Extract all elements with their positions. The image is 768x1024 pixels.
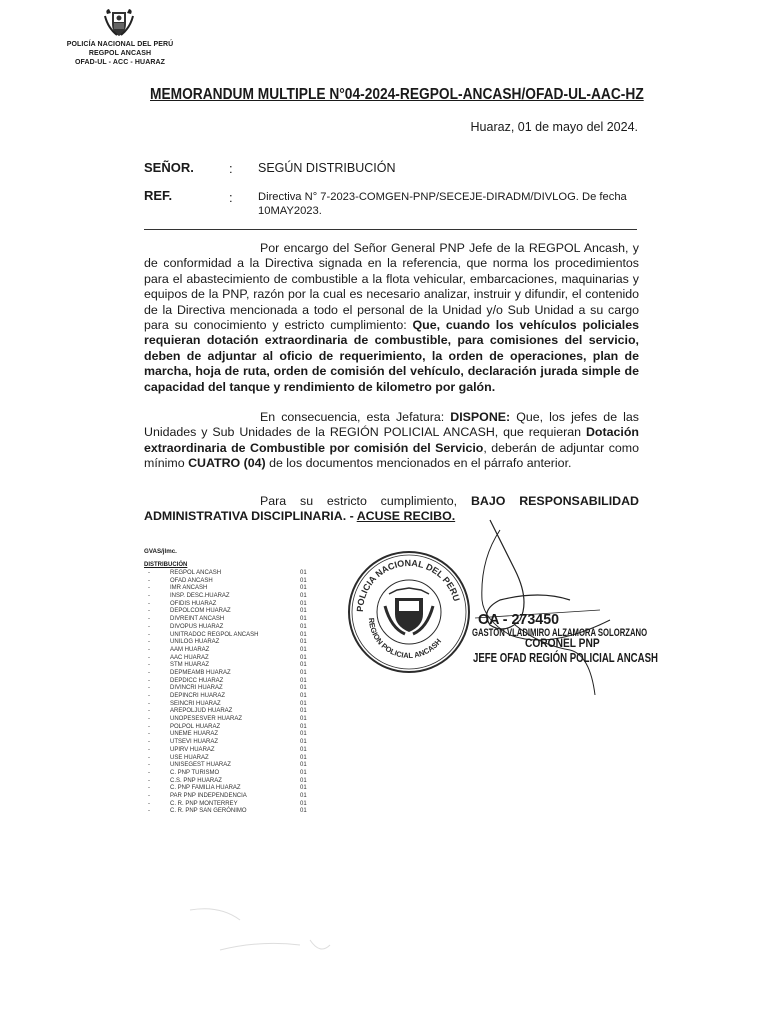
distribution-unit: C. R. PNP MONTERREY xyxy=(170,800,238,807)
distribution-dash: - xyxy=(148,716,150,723)
distribution-unit: OFIDIS HUARAZ xyxy=(170,600,217,607)
ref-label: REF. xyxy=(144,188,173,203)
senor-value: SEGÚN DISTRIBUCIÓN xyxy=(258,161,396,175)
p2-bold-d: Dotación extraordinaria de Combustible por comisión del Servicio xyxy=(144,425,639,455)
distribution-count: 01 xyxy=(300,777,307,784)
distribution-row xyxy=(144,678,324,686)
distribution-count: 01 xyxy=(300,693,307,699)
distribution-count: 01 xyxy=(300,723,307,730)
distribution-row xyxy=(144,632,324,640)
distribution-count: 01 xyxy=(300,639,307,646)
distribution-unit: PAR PNP INDEPENDENCIA xyxy=(170,792,247,799)
distribution-unit: C. PNP TURISMO xyxy=(170,769,220,776)
distribution-count: 01 xyxy=(300,570,307,576)
distribution-dash: - xyxy=(148,669,150,676)
distribution-unit: IMR ANCASH xyxy=(170,585,208,592)
distribution-dash: - xyxy=(148,723,150,730)
distribution-title: DISTRIBUCIÓN xyxy=(144,562,188,568)
p3-bold-b: BAJO RESPONSABILIDAD ADMINISTRATIVA DISCIPLINARIA. - xyxy=(144,494,640,524)
memorandum-title: MEMORANDUM MULTIPLE N°04-2024-REGPOL-ANCASH/OFAD-UL-AAC-HZ xyxy=(150,86,644,103)
distribution-row xyxy=(144,785,324,793)
distribution-dash: - xyxy=(148,731,150,738)
distribution-count: 01 xyxy=(300,677,307,684)
p3-text-a: Para su estricto cumplimiento, xyxy=(260,494,471,508)
distribution-dash: - xyxy=(148,662,150,669)
distribution-count: 01 xyxy=(300,654,307,661)
distribution-dash: - xyxy=(148,623,150,630)
handwritten-signature xyxy=(420,500,620,700)
p2-dispone: DISPONE: xyxy=(450,410,511,424)
header-region: REGPOL ANCASH xyxy=(88,50,152,57)
distribution-row xyxy=(144,708,324,716)
distribution-dash: - xyxy=(148,769,150,776)
svg-text:REGION POLICIAL ANCASH: REGION POLICIAL ANCASH xyxy=(366,617,444,661)
distribution-dash: - xyxy=(148,639,150,646)
distribution-dash: - xyxy=(148,577,150,584)
senor-colon: : xyxy=(229,161,233,176)
distribution-row xyxy=(144,639,324,647)
distribution-unit: POLPOL HUARAZ xyxy=(170,723,221,730)
distribution-unit: C.S. PNP HUARAZ xyxy=(170,777,222,784)
distribution-count: 01 xyxy=(300,792,307,799)
distribution-unit: C. PNP FAMILIA HUARAZ xyxy=(170,785,241,792)
distribution-count: 01 xyxy=(300,669,307,676)
p2-text-e: , deberán de adjuntar como mínimo xyxy=(144,440,639,471)
distribution-count: 01 xyxy=(300,754,307,761)
distribution-row xyxy=(144,755,324,763)
p2-text-c: Que, los jefes de las Unidades y Sub Unidades de la REGIÓN POLICIAL ANCASH, que requieran xyxy=(144,410,639,440)
distribution-row xyxy=(144,608,324,616)
distribution-count: 01 xyxy=(300,577,307,584)
national-emblem-icon xyxy=(103,8,135,38)
distribution-dash: - xyxy=(148,777,150,784)
distribution-unit: DIVOPUS HUARAZ xyxy=(170,623,224,630)
distribution-unit: DEPDICC HUARAZ xyxy=(170,677,224,684)
p2-text-a: En consecuencia, esta Jefatura: xyxy=(260,410,451,424)
distribution-count: 01 xyxy=(300,739,307,746)
distribution-count: 01 xyxy=(300,631,307,638)
distribution-row xyxy=(144,655,324,663)
signature-cip: OA - 273450 xyxy=(478,611,560,628)
distribution-count: 01 xyxy=(300,593,307,600)
distribution-row xyxy=(144,585,324,593)
distribution-dash: - xyxy=(148,746,150,753)
distribution-row xyxy=(144,762,324,770)
distribution-count: 01 xyxy=(300,808,307,815)
distribution-unit: AREPOLJUD HUARAZ xyxy=(170,708,233,715)
distribution-count: 01 xyxy=(300,800,307,807)
distribution-row xyxy=(144,778,324,786)
distribution-unit: DEPMEAMB HUARAZ xyxy=(170,669,231,676)
distribution-unit: REGPOL ANCASH xyxy=(170,570,222,576)
body-paragraph-2 xyxy=(144,410,639,472)
distribution-dash: - xyxy=(148,608,150,615)
distribution-unit: UNISEGEST HUARAZ xyxy=(170,762,231,769)
distribution-unit: UPIRV HUARAZ xyxy=(170,746,215,753)
distribution-row xyxy=(144,570,324,578)
distribution-row xyxy=(144,701,324,709)
distribution-dash: - xyxy=(148,708,150,715)
distribution-unit: DIVINCRI HUARAZ xyxy=(170,685,223,692)
distribution-count: 01 xyxy=(300,623,307,630)
distribution-count: 01 xyxy=(300,731,307,738)
distribution-count: 01 xyxy=(300,585,307,592)
distribution-dash: - xyxy=(148,616,150,623)
distribution-dash: - xyxy=(148,700,150,707)
distribution-count: 01 xyxy=(300,716,307,723)
distribution-dash: - xyxy=(148,762,150,769)
distribution-unit: DEPOLCOM HUARAZ xyxy=(170,608,231,615)
distribution-dash: - xyxy=(148,631,150,638)
distribution-row xyxy=(144,662,324,670)
distribution-row xyxy=(144,578,324,586)
distribution-dash: - xyxy=(148,685,150,692)
p1-bold-text: Que, cuando los vehículos policiales requieran dotación extraordinaria de combustible, para comisiones del servicio, deben de adjuntar al oficio de requerimiento, la orden de operaciones, plan de marcha, hoja de ruta, orden de comisión del vehículo, declaración jurada simple de capacidad del tanque y rendimiento de kilometro por galón. xyxy=(144,318,639,394)
distribution-dash: - xyxy=(148,654,150,661)
distribution-dash: - xyxy=(148,785,150,792)
ref-value: Directiva N° 7-2023-COMGEN-PNP/SECEJE-DIRADM/DIVLOG. De fecha 10MAY2023. xyxy=(258,191,627,217)
distribution-row xyxy=(144,808,324,816)
signature-name: GASTON VLADIMIRO ALZAMORA SOLORZANO xyxy=(472,627,648,639)
distribution-row xyxy=(144,693,324,701)
distribution-count: 01 xyxy=(300,700,307,707)
distribution-dash: - xyxy=(148,693,150,699)
ref-colon: : xyxy=(229,190,233,205)
divider xyxy=(144,229,637,230)
initials: GVAS/jlmc. xyxy=(144,548,177,555)
distribution-row xyxy=(144,647,324,655)
p3-acuse-recibo: ACUSE RECIBO. xyxy=(356,509,456,524)
distribution-dash: - xyxy=(148,600,150,607)
senor-label: SEÑOR. xyxy=(144,160,194,175)
distribution-row xyxy=(144,793,324,801)
bleed-through-marks xyxy=(180,900,440,970)
distribution-unit: STM HUARAZ xyxy=(170,662,209,669)
distribution-unit: AAC HUARAZ xyxy=(170,654,209,661)
distribution-count: 01 xyxy=(300,662,307,669)
distribution-row xyxy=(144,593,324,601)
distribution-count: 01 xyxy=(300,785,307,792)
distribution-row xyxy=(144,739,324,747)
distribution-count: 01 xyxy=(300,616,307,623)
header-institution: POLICÍA NACIONAL DEL PERÚ xyxy=(66,41,174,48)
signature-position: JEFE OFAD REGIÓN POLICIAL ANCASH xyxy=(473,650,658,665)
p2-text-g: de los documentos mencionados en el párrafo anterior. xyxy=(265,456,572,471)
distribution-count: 01 xyxy=(300,762,307,769)
distribution-unit: UNEME HUARAZ xyxy=(170,731,219,738)
distribution-dash: - xyxy=(148,792,150,799)
distribution-dash: - xyxy=(148,593,150,600)
distribution-row xyxy=(144,770,324,778)
distribution-unit: UTSEVI HUARAZ xyxy=(170,739,219,746)
p2-bold-f: CUATRO (04) xyxy=(188,456,266,471)
distribution-count: 01 xyxy=(300,600,307,607)
distribution-unit: DIVREINT ANCASH xyxy=(170,616,225,623)
distribution-unit: INSP. DESC.HUARAZ xyxy=(170,593,230,600)
distribution-count: 01 xyxy=(300,646,307,653)
body-paragraph-1 xyxy=(144,241,639,395)
distribution-dash: - xyxy=(148,800,150,807)
distribution-row xyxy=(144,731,324,739)
distribution-dash: - xyxy=(148,808,150,815)
header-office: OFAD-UL - ACC - HUARAZ xyxy=(74,59,166,66)
distribution-dash: - xyxy=(148,585,150,592)
p1-text: Por encargo del Señor General PNP Jefe de la REGPOL Ancash, y de conformidad a la Directiva signada en la referencia, que norma los procedimientos para el abastecimiento de combustible a la flota vehicular, embarcaciones, maquinarias y equipos de la PNP, razón por la cual es necesario analizar, instruir y difundir, el contenido de la Directiva mencionada a todo el personal de la Unidad y/o Sub Unidad a su cargo para su conocimiento y estricto cumplimiento: xyxy=(144,241,639,333)
distribution-dash: - xyxy=(148,646,150,653)
distribution-row xyxy=(144,670,324,678)
distribution-dash: - xyxy=(148,570,150,576)
distribution-unit: DEPINCRI HUARAZ xyxy=(170,693,226,699)
distribution-row xyxy=(144,601,324,609)
distribution-unit: C. R. PNP SAN GERÓNIMO xyxy=(170,808,247,815)
svg-text:POLICIA NACIONAL DEL PERU: POLICIA NACIONAL DEL PERU xyxy=(354,557,462,613)
distribution-count: 01 xyxy=(300,608,307,615)
distribution-unit: UNILOG HUARAZ xyxy=(170,639,220,646)
distribution-row xyxy=(144,624,324,632)
distribution-count: 01 xyxy=(300,746,307,753)
distribution-unit: AAM HUARAZ xyxy=(170,646,210,653)
distribution-unit: SEINCRI HUARAZ xyxy=(170,700,221,707)
distribution-row xyxy=(144,724,324,732)
distribution-list xyxy=(144,570,324,816)
distribution-row xyxy=(144,685,324,693)
distribution-unit: UNOPESESVER HUARAZ xyxy=(170,716,243,723)
distribution-unit: USE HUARAZ xyxy=(170,754,209,761)
distribution-dash: - xyxy=(148,754,150,761)
document-date: Huaraz, 01 de mayo del 2024. xyxy=(470,120,638,134)
signature-rank: CORONEL PNP xyxy=(525,636,600,650)
distribution-row xyxy=(144,716,324,724)
distribution-count: 01 xyxy=(300,685,307,692)
distribution-count: 01 xyxy=(300,708,307,715)
distribution-dash: - xyxy=(148,739,150,746)
distribution-count: 01 xyxy=(300,769,307,776)
distribution-unit: UNITRADOC REGPOL ANCASH xyxy=(170,631,259,638)
distribution-unit: OFAD ANCASH xyxy=(170,577,213,584)
distribution-dash: - xyxy=(148,677,150,684)
distribution-row xyxy=(144,747,324,755)
distribution-row xyxy=(144,616,324,624)
